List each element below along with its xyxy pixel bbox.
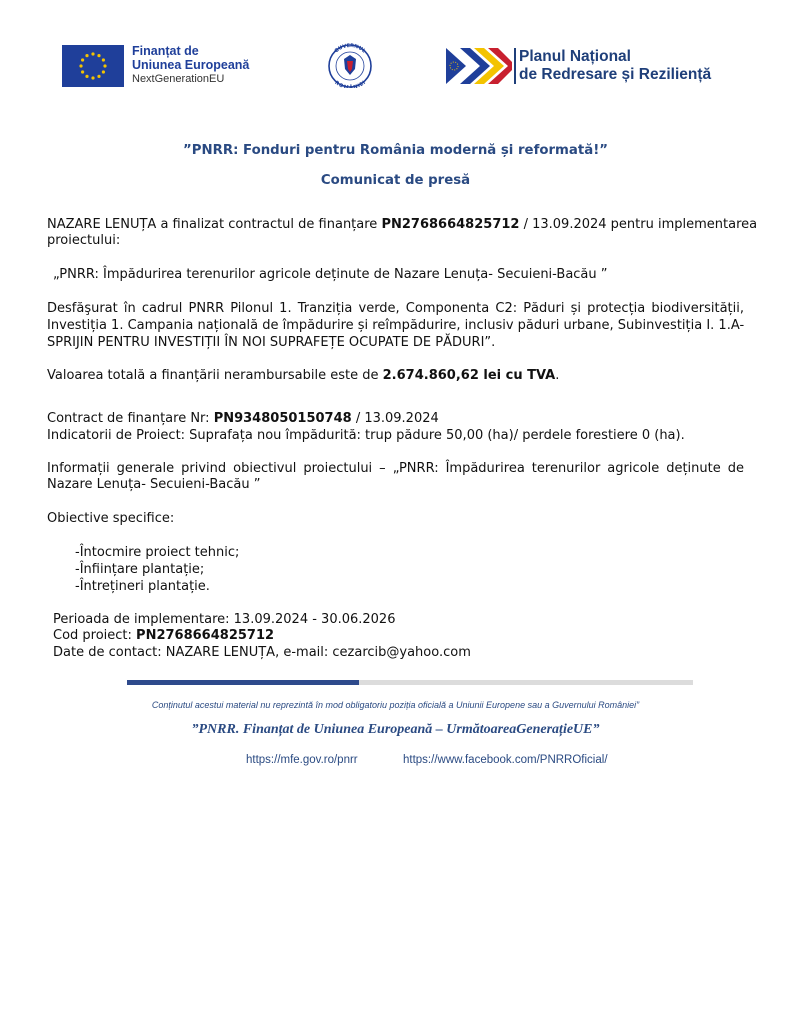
- facebook-link[interactable]: https://www.facebook.com/PNRROficial/: [403, 754, 608, 766]
- funding-value-text: Valoarea totală a finanțării nerambursabile este de: [47, 368, 383, 383]
- svg-text:ROMÂNIEI: ROMÂNIEI: [333, 79, 367, 88]
- pnrr-logo: [446, 48, 512, 84]
- project-code-label: Cod proiect:: [53, 628, 137, 643]
- pnrr-logo-line1: Planul Național: [519, 48, 631, 65]
- general-info-line-1: Informații generale privind obiectivul proiectului – „PNRR: Împădurirea terenurilor agricole deținute de: [47, 461, 744, 476]
- context-line-2: Investiția 1. Campania națională de împădurire și reîmpădurire, inclusiv păduri urbane, Subinvestiția I. 1.A-: [47, 318, 745, 333]
- context-line-1: Desfăşurat în cadrul PNRR Pilonul 1. Tranziția verde, Componenta C2: Păduri și protecția biodiversității,: [47, 301, 744, 316]
- eu-flag-logo: [62, 45, 124, 87]
- objectives-title: Obiective specifice:: [47, 511, 175, 526]
- page-subtitle: Comunicat de presă: [320, 173, 471, 188]
- svg-text:GUVERNUL: GUVERNUL: [333, 42, 367, 55]
- contract-date: / 13.09.2024: [351, 411, 439, 426]
- intro-text-a: NAZARE LENUȚA a finalizat contractul de finanțare: [47, 217, 382, 232]
- contract-label: Contract de finanțare Nr:: [47, 411, 214, 426]
- funding-amount: 2.674.860,62 lei cu TVA: [382, 368, 556, 383]
- government-seal-logo: [323, 42, 377, 88]
- project-code-line: [53, 628, 274, 645]
- footer-progress-fill: [127, 680, 359, 685]
- eu-logo-line1: Finanțat de: [132, 44, 199, 58]
- footer-tagline: ”PNRR. Finanțat de Uniunea Europeană – UrmătoareaGenerațieUE”: [191, 722, 600, 737]
- intro-contract-code: PN2768664825712: [381, 217, 520, 232]
- objective-item: -Înființare plantație;: [75, 562, 205, 577]
- disclaimer: Conținutul acestui material nu reprezintă în mod obligatoriu poziția oficială a Uniunii Europene sau a Guvernului României”: [151, 700, 640, 710]
- eu-logo-line3: NextGenerationEU: [132, 73, 225, 85]
- general-info-line-2: Nazare Lenuța- Secuieni-Bacău ”: [47, 477, 261, 492]
- contact-info: Date de contact: NAZARE LENUȚA, e-mail: cezarcib@yahoo.com: [53, 645, 471, 660]
- intro-text-b: / 13.09.2024 pentru implementarea: [519, 217, 758, 232]
- page-title: ”PNRR: Fonduri pentru România modernă și reformată!”: [182, 143, 609, 158]
- context-line-3: SPRIJIN PENTRU INVESTIȚII ÎN NOI SUPRAFEȚE OCUPATE DE PĂDURI”.: [47, 335, 496, 350]
- contract-line: [47, 411, 439, 428]
- intro-line-1: [47, 217, 757, 234]
- project-name: „PNRR: Împădurirea terenurilor agricole deținute de Nazare Lenuța- Secuieni-Bacău ”: [53, 267, 608, 282]
- pnrr-logo-divider: [514, 48, 516, 84]
- mfe-link[interactable]: https://mfe.gov.ro/pnrr: [246, 754, 358, 766]
- pnrr-logo-line2: de Redresare și Reziliență: [519, 66, 712, 83]
- objective-item: -Întrețineri plantație.: [75, 579, 210, 594]
- funding-value: [47, 368, 559, 385]
- funding-value-end: .: [555, 368, 560, 383]
- project-code: PN2768664825712: [136, 628, 275, 643]
- footer-progress-bar: [127, 680, 693, 685]
- eu-logo-line2: Uniunea Europeană: [132, 58, 250, 72]
- contract-number: PN9348050150748: [213, 411, 352, 426]
- intro-line-2: proiectului:: [47, 233, 121, 248]
- project-indicators: Indicatorii de Proiect: Suprafața nou împădurită: trup pădure 50,00 (ha)/ perdele forestiere 0 (ha).: [47, 428, 685, 443]
- objective-item: -Întocmire proiect tehnic;: [75, 545, 240, 560]
- implementation-period: Perioada de implementare: 13.09.2024 - 30.06.2026: [53, 612, 396, 627]
